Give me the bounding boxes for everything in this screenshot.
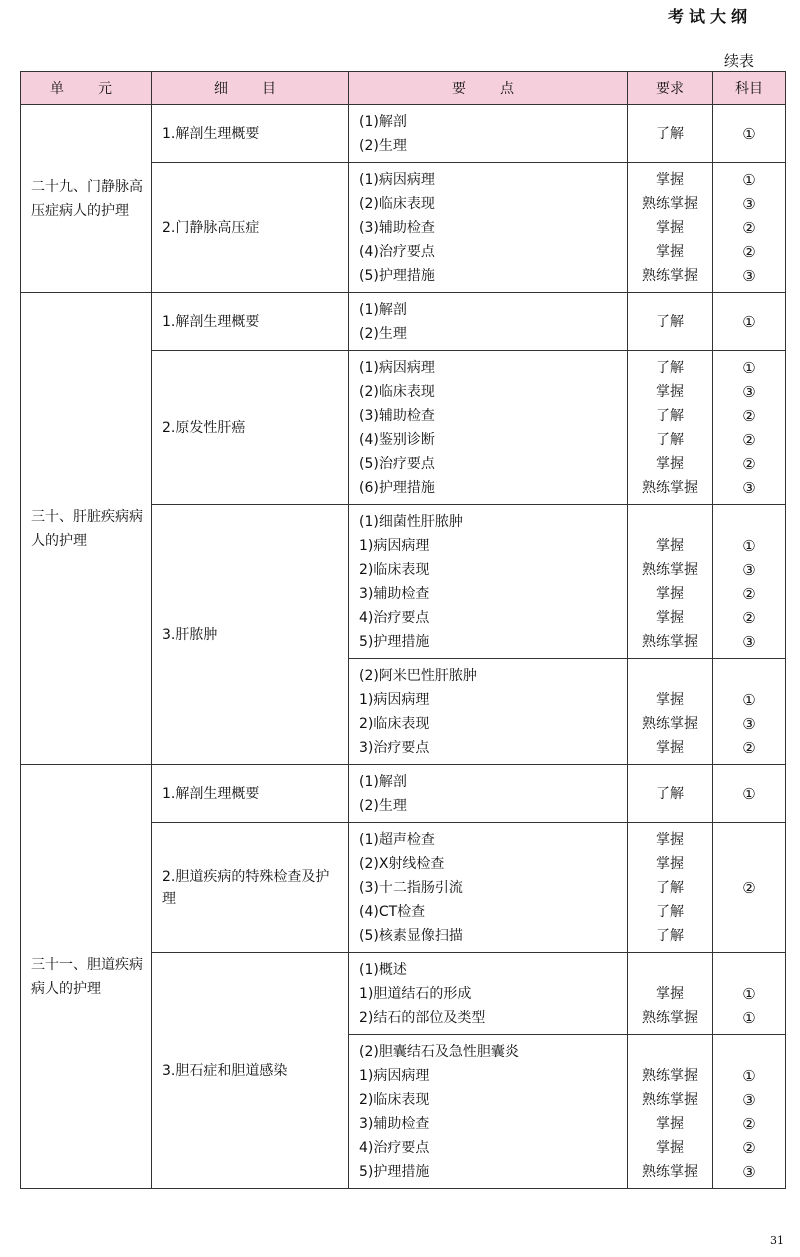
subject-line: [715, 1040, 783, 1064]
points-cell: [349, 1035, 628, 1189]
point-line: (4)鉴别诊断: [359, 432, 435, 448]
subject-line: ②: [742, 219, 756, 237]
point-line: 2)临床表现: [359, 716, 430, 732]
requirement-line: 熟练掌握: [642, 716, 698, 732]
requirement-cell: [628, 505, 713, 659]
point-line: (2)生理: [359, 138, 407, 154]
item-cell: 3.肝脓肿: [152, 505, 349, 765]
unit-cell: 二十九、门静脉高压症病人的护理: [21, 105, 152, 293]
point-line: (2)胆囊结石及急性胆囊炎: [359, 1044, 519, 1060]
point-line: (1)解剖: [359, 302, 407, 318]
requirement-cell: [628, 105, 713, 163]
requirement-line: 了解: [656, 360, 684, 376]
requirement-line: 熟练掌握: [642, 1164, 698, 1180]
points-cell: [349, 105, 628, 163]
point-line: (2)生理: [359, 798, 407, 814]
subject-line: ②: [742, 431, 756, 449]
point-line: 5)护理措施: [359, 1164, 430, 1180]
requirement-line: 了解: [656, 408, 684, 424]
requirement-cell: [628, 659, 713, 765]
item-cell: 1.解剖生理概要: [152, 765, 349, 823]
requirement-cell: [628, 351, 713, 505]
point-line: (3)辅助检查: [359, 220, 435, 236]
points-cell: [349, 823, 628, 953]
subject-line: ①: [742, 125, 756, 143]
requirement-line: 掌握: [656, 172, 684, 188]
item-cell: 1.解剖生理概要: [152, 105, 349, 163]
page-number: 31: [770, 1234, 784, 1247]
subject-line: ②: [742, 1115, 756, 1133]
subject-line: ③: [742, 383, 756, 401]
subject-cell: [713, 1035, 786, 1189]
requirement-line: 了解: [656, 880, 684, 896]
unit-cell: 三十一、胆道疾病病人的护理: [21, 765, 152, 1189]
subject-line: ①: [742, 1009, 756, 1027]
subject-line: [715, 664, 783, 688]
subject-line: ②: [742, 455, 756, 473]
points-cell: [349, 953, 628, 1035]
subject-line: ②: [742, 879, 756, 897]
requirement-line: 熟练掌握: [642, 1010, 698, 1026]
subject-line: ③: [742, 1091, 756, 1109]
item-cell: 3.胆石症和胆道感染: [152, 953, 349, 1189]
requirement-line: 熟练掌握: [642, 1092, 698, 1108]
requirement-cell: [628, 823, 713, 953]
header-points: 要 点: [349, 72, 628, 105]
subject-line: ③: [742, 267, 756, 285]
subject-line: ①: [742, 537, 756, 555]
requirement-line: 了解: [656, 126, 684, 142]
requirement-line: 掌握: [656, 856, 684, 872]
requirement-line: 掌握: [656, 740, 684, 756]
subject-cell: [713, 105, 786, 163]
requirement-line: 掌握: [656, 244, 684, 260]
table-row: [21, 293, 786, 351]
requirement-line: 了解: [656, 904, 684, 920]
point-line: (2)生理: [359, 326, 407, 342]
point-line: (3)辅助检查: [359, 408, 435, 424]
subject-line: [715, 958, 783, 982]
requirement-line: 掌握: [656, 586, 684, 602]
point-line: (2)X射线检查: [359, 856, 445, 872]
point-line: (4)CT检查: [359, 904, 426, 920]
subject-line: ②: [742, 1139, 756, 1157]
point-line: (1)病因病理: [359, 360, 435, 376]
requirement-line: [630, 958, 710, 982]
table-row: [21, 105, 786, 163]
subject-line: ③: [742, 479, 756, 497]
header-subject: 科目: [713, 72, 786, 105]
subject-line: ③: [742, 715, 756, 733]
point-line: (1)病因病理: [359, 172, 435, 188]
point-line: 3)辅助检查: [359, 1116, 430, 1132]
point-line: (4)治疗要点: [359, 244, 435, 260]
item-cell: 2.门静脉高压症: [152, 163, 349, 293]
point-line: (1)解剖: [359, 774, 407, 790]
subject-line: ③: [742, 561, 756, 579]
point-line: 2)结石的部位及类型: [359, 1010, 486, 1026]
requirement-line: 了解: [656, 314, 684, 330]
header-item: 细 目: [152, 72, 349, 105]
requirement-line: [630, 664, 710, 688]
table-row: [21, 765, 786, 823]
requirement-cell: [628, 163, 713, 293]
requirement-line: 掌握: [656, 384, 684, 400]
header-requirement: 要求: [628, 72, 713, 105]
subject-line: ①: [742, 1067, 756, 1085]
requirement-line: 掌握: [656, 832, 684, 848]
point-line: 2)临床表现: [359, 1092, 430, 1108]
point-line: 3)辅助检查: [359, 586, 430, 602]
subject-line: ③: [742, 195, 756, 213]
subject-line: ②: [742, 243, 756, 261]
syllabus-table: [20, 71, 786, 1189]
point-line: (2)临床表现: [359, 384, 435, 400]
requirement-line: 熟练掌握: [642, 1068, 698, 1084]
requirement-line: 掌握: [656, 610, 684, 626]
requirement-line: 掌握: [656, 456, 684, 472]
requirement-line: [630, 1040, 710, 1064]
subject-line: ①: [742, 171, 756, 189]
subject-line: ①: [742, 785, 756, 803]
requirement-line: 熟练掌握: [642, 562, 698, 578]
subject-cell: [713, 765, 786, 823]
subject-line: ①: [742, 691, 756, 709]
requirement-line: [630, 510, 710, 534]
subject-line: ③: [742, 633, 756, 651]
subject-cell: [713, 659, 786, 765]
requirement-line: 掌握: [656, 1116, 684, 1132]
subject-line: ③: [742, 1163, 756, 1181]
subject-cell: [713, 163, 786, 293]
points-cell: [349, 659, 628, 765]
point-line: (6)护理措施: [359, 480, 435, 496]
subject-cell: [713, 823, 786, 953]
requirement-line: 掌握: [656, 986, 684, 1002]
point-line: (2)阿米巴性肝脓肿: [359, 668, 477, 684]
subject-line: ②: [742, 609, 756, 627]
requirement-line: 熟练掌握: [642, 634, 698, 650]
points-cell: [349, 765, 628, 823]
requirement-cell: [628, 1035, 713, 1189]
point-line: 3)治疗要点: [359, 740, 430, 756]
requirement-line: 熟练掌握: [642, 196, 698, 212]
requirement-line: 熟练掌握: [642, 268, 698, 284]
subject-line: ②: [742, 585, 756, 603]
points-cell: [349, 293, 628, 351]
subject-cell: [713, 953, 786, 1035]
point-line: (1)细菌性肝脓肿: [359, 514, 463, 530]
point-line: (5)治疗要点: [359, 456, 435, 472]
point-line: 2)临床表现: [359, 562, 430, 578]
item-cell: 2.胆道疾病的特殊检查及护理: [152, 823, 349, 953]
point-line: (1)概述: [359, 962, 407, 978]
point-line: 1)病因病理: [359, 538, 430, 554]
point-line: (3)十二指肠引流: [359, 880, 463, 896]
requirement-cell: [628, 953, 713, 1035]
point-line: 4)治疗要点: [359, 1140, 430, 1156]
item-cell: 2.原发性肝癌: [152, 351, 349, 505]
point-line: 1)病因病理: [359, 1068, 430, 1084]
continued-label: 续表: [723, 52, 754, 70]
item-cell: 1.解剖生理概要: [152, 293, 349, 351]
header-title: 考试大纲: [667, 7, 752, 26]
requirement-line: 了解: [656, 786, 684, 802]
subject-line: [715, 510, 783, 534]
point-line: 1)胆道结石的形成: [359, 986, 472, 1002]
subject-cell: [713, 293, 786, 351]
points-cell: [349, 163, 628, 293]
requirement-cell: [628, 765, 713, 823]
point-line: (5)护理措施: [359, 268, 435, 284]
point-line: 5)护理措施: [359, 634, 430, 650]
requirement-line: 掌握: [656, 220, 684, 236]
table-header-row: [21, 72, 786, 105]
requirement-line: 了解: [656, 432, 684, 448]
point-line: 1)病因病理: [359, 692, 430, 708]
requirement-cell: [628, 293, 713, 351]
points-cell: [349, 351, 628, 505]
point-line: 4)治疗要点: [359, 610, 430, 626]
subject-line: ①: [742, 359, 756, 377]
subject-cell: [713, 351, 786, 505]
point-line: (5)核素显像扫描: [359, 928, 463, 944]
point-line: (1)解剖: [359, 114, 407, 130]
requirement-line: 了解: [656, 928, 684, 944]
point-line: (1)超声检查: [359, 832, 435, 848]
point-line: (2)临床表现: [359, 196, 435, 212]
subject-line: ②: [742, 407, 756, 425]
header-unit: 单 元: [21, 72, 152, 105]
subject-line: ①: [742, 313, 756, 331]
subject-cell: [713, 505, 786, 659]
requirement-line: 掌握: [656, 692, 684, 708]
unit-cell: 三十、肝脏疾病病人的护理: [21, 293, 152, 765]
subject-line: ②: [742, 739, 756, 757]
requirement-line: 掌握: [656, 538, 684, 554]
requirement-line: 掌握: [656, 1140, 684, 1156]
points-cell: [349, 505, 628, 659]
subject-line: ①: [742, 985, 756, 1003]
requirement-line: 熟练掌握: [642, 480, 698, 496]
